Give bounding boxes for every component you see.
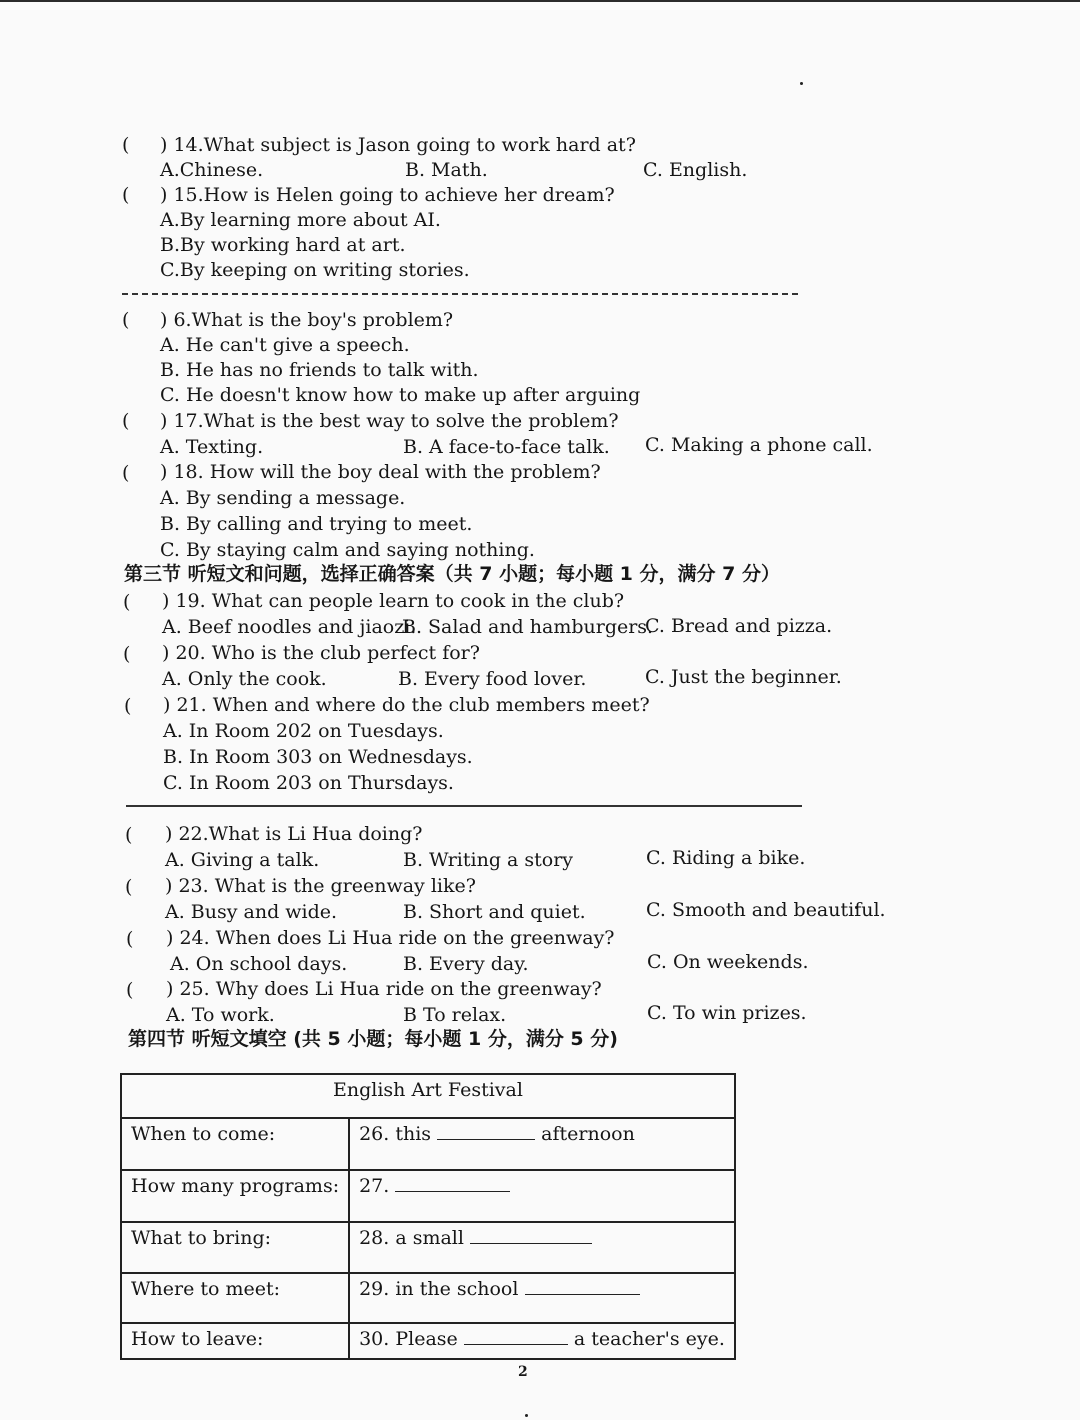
option-a: A. On school days. [170, 953, 348, 975]
row-answer-cell [349, 1273, 735, 1323]
option-b: B.By working hard at art. [160, 234, 406, 256]
option-c: C. Smooth and beautiful. [646, 899, 886, 921]
answer-paren[interactable]: ( [124, 695, 132, 717]
answer-paren[interactable]: ( [126, 979, 134, 1001]
option-b: B. Writing a story [403, 849, 574, 871]
question-stem: ) 14.What subject is Jason going to work hard at? [160, 134, 636, 156]
section-divider [126, 805, 802, 807]
option-b: B. Salad and hamburgers. [402, 616, 654, 638]
option-c: C. By staying calm and saying nothing. [160, 539, 535, 561]
option-a: A. Texting. [160, 436, 264, 458]
answer-paren[interactable]: ( [126, 928, 134, 950]
question-stem: ) 23. What is the greenway like? [165, 875, 476, 897]
section-3-heading: 第三节 听短文和问题，选择正确答案（共 7 小题；每小题 1 分，满分 7 分） [124, 563, 780, 585]
answer-paren[interactable]: ( [125, 876, 133, 898]
option-a: A. Beef noodles and jiaozi. [162, 616, 417, 638]
row-label: Where to meet: [121, 1273, 349, 1323]
row-answer-cell [349, 1323, 735, 1359]
scan-speck [800, 82, 803, 85]
table-row [121, 1170, 735, 1222]
answer-blank-26[interactable] [437, 1123, 535, 1140]
option-b: B To relax. [403, 1004, 507, 1026]
option-b: B. He has no friends to talk with. [160, 359, 479, 381]
answer-paren[interactable]: ( [122, 410, 130, 432]
section-4-heading: 第四节 听短文填空 (共 5 小题；每小题 1 分，满分 5 分) [128, 1028, 618, 1050]
table-row [121, 1323, 735, 1359]
option-a: A. Only the cook. [162, 668, 327, 690]
row-answer-cell [349, 1222, 735, 1273]
table-row [121, 1222, 735, 1273]
scan-top-border [0, 0, 1080, 2]
row-label: What to bring: [121, 1222, 349, 1273]
answer-paren[interactable]: ( [123, 591, 131, 613]
answer-prefix: 29. in the school [359, 1278, 519, 1300]
table-row [121, 1273, 735, 1323]
row-label: How to leave: [121, 1323, 349, 1359]
option-c: C. To win prizes. [647, 1002, 807, 1024]
question-stem: ) 19. What can people learn to cook in the club? [162, 590, 625, 612]
option-a: A. He can't give a speech. [160, 334, 410, 356]
answer-paren[interactable]: ( [125, 824, 133, 846]
option-c: C. Riding a bike. [646, 847, 806, 869]
option-a: A. To work. [166, 1004, 275, 1026]
english-art-festival-table [120, 1073, 736, 1360]
option-c: C. He doesn't know how to make up after arguing [160, 384, 641, 406]
answer-blank-30[interactable] [464, 1328, 568, 1345]
option-b: B. Short and quiet. [403, 901, 586, 923]
answer-blank-29[interactable] [525, 1278, 640, 1295]
option-a: A.Chinese. [160, 159, 264, 181]
option-b: B. A face-to-face talk. [403, 436, 610, 458]
answer-blank-28[interactable] [470, 1227, 592, 1244]
option-b: B. Math. [405, 159, 488, 181]
section-divider [122, 293, 798, 295]
option-b: B. In Room 303 on Wednesdays. [163, 746, 473, 768]
question-stem: ) 21. When and where do the club members meet? [163, 694, 650, 716]
answer-paren[interactable]: ( [122, 184, 130, 206]
option-b: B. Every food lover. [398, 668, 587, 690]
answer-prefix: 27. [359, 1175, 390, 1197]
scan-speck [525, 1414, 528, 1417]
question-stem: ) 20. Who is the club perfect for? [162, 642, 480, 664]
option-a: A.By learning more about AI. [160, 209, 441, 231]
question-stem: ) 15.How is Helen going to achieve her dream? [160, 184, 615, 206]
option-b: B. Every day. [403, 953, 529, 975]
option-c: C. English. [643, 159, 748, 181]
table-row [121, 1118, 735, 1170]
option-a: A. By sending a message. [160, 487, 406, 509]
answer-blank-27[interactable] [395, 1175, 510, 1192]
answer-suffix: a teacher's eye. [573, 1328, 725, 1350]
question-stem: ) 6.What is the boy's problem? [160, 309, 454, 331]
row-answer-cell [349, 1170, 735, 1222]
option-a: A. Giving a talk. [165, 849, 320, 871]
row-label: When to come: [121, 1118, 349, 1170]
question-stem: ) 18. How will the boy deal with the problem? [160, 461, 601, 483]
answer-prefix: 28. a small [359, 1227, 464, 1249]
answer-paren[interactable]: ( [122, 134, 130, 156]
option-c: C. Making a phone call. [645, 434, 873, 456]
answer-suffix: afternoon [541, 1123, 635, 1145]
question-stem: ) 25. Why does Li Hua ride on the greenway? [166, 978, 602, 1000]
option-a: A. Busy and wide. [165, 901, 338, 923]
option-c: C. In Room 203 on Thursdays. [163, 772, 454, 794]
question-stem: ) 17.What is the best way to solve the problem? [160, 410, 619, 432]
row-answer-cell [349, 1118, 735, 1170]
answer-paren[interactable]: ( [122, 309, 130, 331]
option-c: C.By keeping on writing stories. [160, 259, 470, 281]
option-a: A. In Room 202 on Tuesdays. [163, 720, 444, 742]
question-stem: ) 22.What is Li Hua doing? [165, 823, 423, 845]
option-c: C. Bread and pizza. [645, 615, 833, 637]
answer-prefix: 26. this [359, 1123, 432, 1145]
option-c: C. On weekends. [647, 951, 809, 973]
page-number: 2 [518, 1364, 528, 1380]
option-c: C. Just the beginner. [645, 666, 842, 688]
answer-paren[interactable]: ( [122, 462, 130, 484]
row-label: How many programs: [121, 1170, 349, 1222]
answer-prefix: 30. Please [359, 1328, 458, 1350]
question-stem: ) 24. When does Li Hua ride on the greenway? [166, 927, 615, 949]
table-title: English Art Festival [121, 1074, 735, 1118]
answer-paren[interactable]: ( [123, 643, 131, 665]
option-b: B. By calling and trying to meet. [160, 513, 473, 535]
